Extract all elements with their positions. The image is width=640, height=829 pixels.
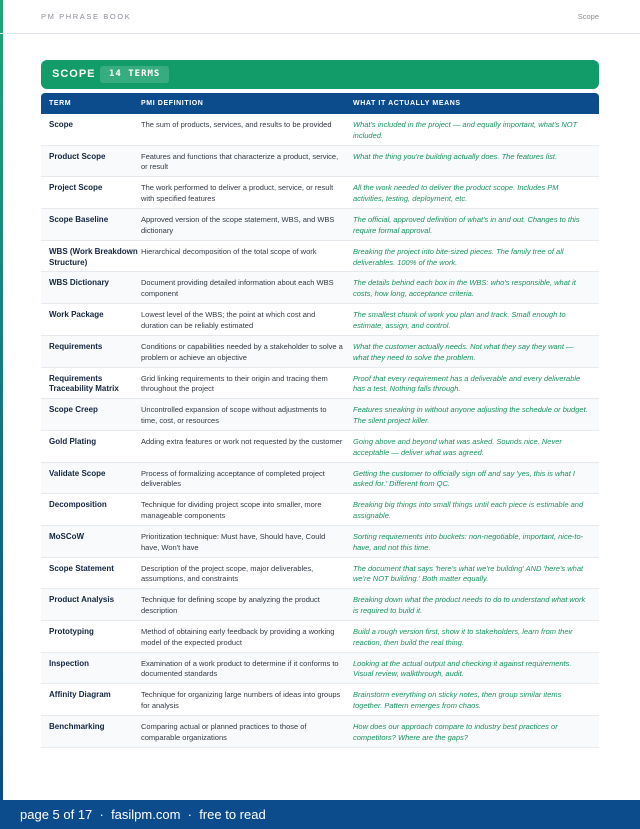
table-header [41, 93, 599, 114]
meaning-cell: What the thing you're building actually does. The features list. [353, 151, 558, 161]
meaning-cell: Looking at the actual output and checking it against requirements. Visual review, walkthrough, audit. [353, 658, 572, 679]
meaning-cell: Features sneaking in without anyone adjusting the schedule or budget. The silent project killer. [353, 405, 588, 425]
terms-table [41, 93, 599, 748]
term-cell: Product Scope [49, 151, 106, 161]
definition-cell: Hierarchical decomposition of the total scope of work [141, 246, 317, 256]
meaning-cell: The details behind each box in the WBS: who's responsible, what it costs, how long, acceptance criteria. [353, 278, 576, 299]
definition-cell: Comparing actual or planned practices to those of comparable organizations [141, 722, 307, 742]
column-header-term: TERM [49, 100, 72, 107]
meaning-cell: The official, approved definition of what's in and out. Changes to this require formal approval. [353, 215, 580, 235]
definition-cell: Conditions or capabilities needed by a stakeholder to solve a problem or achieve an objective [141, 341, 343, 362]
definition-cell: Technique for defining scope by analyzing the product description [141, 595, 320, 616]
table-row [41, 177, 599, 209]
definition-cell: Approved version of the scope statement, WBS, and WBS dictionary [141, 215, 335, 235]
table-row [41, 589, 599, 621]
table-row [41, 336, 599, 368]
table-row [41, 494, 599, 526]
definition-cell: Uncontrolled expansion of scope without adjustments to time, cost, or resources [141, 405, 327, 425]
meaning-cell: How does our approach compare to industry best practices or competitors? Where are the gaps? [353, 722, 558, 742]
table-row [41, 368, 599, 400]
table-body [41, 114, 599, 748]
section-banner [41, 60, 599, 89]
table-row [41, 272, 599, 304]
table-row [41, 526, 599, 558]
definition-cell: Description of the project scope, major deliverables, assumptions, and constraints [141, 563, 314, 584]
term-cell: MoSCoW [49, 531, 85, 541]
meaning-cell: Proof that every requirement has a deliverable and every deliverable has a test. Nothing falls through. [353, 373, 581, 394]
table-row [41, 114, 599, 146]
term-cell: Requirements [49, 341, 103, 351]
page-footer [0, 800, 640, 829]
meaning-cell: The document that says 'here's what we're building' AND 'here's what we're NOT building.' Both matter equally. [353, 563, 584, 584]
table-row [41, 621, 599, 653]
term-cell: Scope Baseline [49, 215, 109, 225]
term-cell: Benchmarking [49, 722, 105, 732]
page-header [0, 0, 640, 34]
term-cell: Scope Statement [49, 563, 114, 573]
term-cell: Gold Plating [49, 436, 97, 446]
meaning-cell: Brainstorm everything on sticky notes, then group similar items together. Pattern emerges from chaos. [353, 690, 562, 711]
term-cell: Work Package [49, 310, 104, 320]
meaning-cell: Breaking big things into small things until each piece is estimable and assignable. [353, 500, 584, 521]
term-cell: Decomposition [49, 500, 107, 510]
term-cell: Affinity Diagram [49, 690, 111, 700]
term-cell: Requirements Traceability Matrix [49, 373, 119, 394]
term-cell: WBS (Work Breakdown Structure) [49, 246, 138, 267]
definition-cell: Prioritization technique: Must have, Should have, Could have, Won't have [141, 531, 326, 552]
meaning-cell: Going above and beyond what was asked. Sounds nice. Never acceptable — deliver what was agreed. [353, 436, 562, 457]
definition-cell: Grid linking requirements to their origin and tracing them throughout the project [141, 373, 328, 394]
left-accent-bar [0, 0, 3, 800]
footer-text: page 5 of 17 · fasilpm.com · free to read [20, 807, 266, 822]
table-row [41, 209, 599, 241]
section-name: Scope [577, 12, 599, 21]
term-cell: WBS Dictionary [49, 278, 110, 288]
section-title: SCOPE [52, 68, 96, 80]
definition-cell: Document providing detailed information about each WBS component [141, 278, 334, 299]
table-row [41, 241, 599, 273]
term-cell: Validate Scope [49, 468, 106, 478]
meaning-cell: Sorting requirements into buckets: non-negotiable, important, nice-to-have, and not this time. [353, 531, 584, 552]
meaning-cell: What's included in the project — and equally important, what's NOT included. [353, 120, 578, 140]
meaning-cell: All the work needed to deliver the product scope. Includes PM activities, testing, deployment, etc. [353, 183, 559, 204]
table-row [41, 304, 599, 336]
meaning-cell: Build a rough version first, show it to stakeholders, learn from their reaction, then build the real thing. [353, 627, 573, 647]
column-header-meaning: WHAT IT ACTUALLY MEANS [353, 100, 461, 107]
definition-cell: Adding extra features or work not requested by the customer [141, 436, 343, 446]
table-row [41, 463, 599, 495]
meaning-cell: Getting the customer to officially sign off and say 'yes, this is what I asked for.' Different from QC. [353, 468, 575, 489]
definition-cell: Examination of a work product to determine if it conforms to documented standards [141, 658, 339, 679]
meaning-cell: What the customer actually needs. Not what they say they want — what they need to solve the problem. [353, 341, 574, 362]
meaning-cell: The smallest chunk of work you plan and track. Small enough to estimate, assign, and control. [353, 310, 566, 330]
book-title: PM PHRASE BOOK [41, 12, 132, 21]
meaning-cell: Breaking the project into bite-sized pieces. The family tree of all deliverables. 100% of the work. [353, 246, 564, 267]
term-cell: Product Analysis [49, 595, 115, 605]
term-cell: Prototyping [49, 627, 94, 636]
definition-cell: Lowest level of the WBS; the point at which cost and duration can be reliably estimated [141, 310, 316, 330]
definition-cell: The work performed to deliver a product, service, or result with specified features [141, 183, 334, 204]
definition-cell: Features and functions that characterize a product, service, or result [141, 151, 339, 172]
table-row [41, 399, 599, 431]
definition-cell: Technique for organizing large numbers of ideas into groups for analysis [141, 690, 341, 711]
meaning-cell: Breaking down what the product needs to do to understand what work is required to build it. [353, 595, 586, 616]
definition-cell: Technique for dividing project scope into smaller, more manageable components [141, 500, 322, 521]
term-cell: Scope [49, 120, 74, 129]
table-row [41, 716, 599, 748]
table-row [41, 146, 599, 178]
table-row [41, 653, 599, 685]
definition-cell: The sum of products, services, and results to be provided [141, 120, 332, 129]
table-row [41, 558, 599, 590]
term-cell: Inspection [49, 658, 90, 668]
table-row [41, 431, 599, 463]
definition-cell: Method of obtaining early feedback by providing a working model of the expected product [141, 627, 335, 647]
term-cell: Scope Creep [49, 405, 98, 415]
definition-cell: Process of formalizing acceptance of completed project deliverables [141, 468, 325, 489]
column-header-definition: PMI DEFINITION [141, 100, 204, 107]
term-cell: Project Scope [49, 183, 103, 193]
table-row [41, 684, 599, 716]
term-count-badge: 14 TERMS [100, 66, 169, 83]
